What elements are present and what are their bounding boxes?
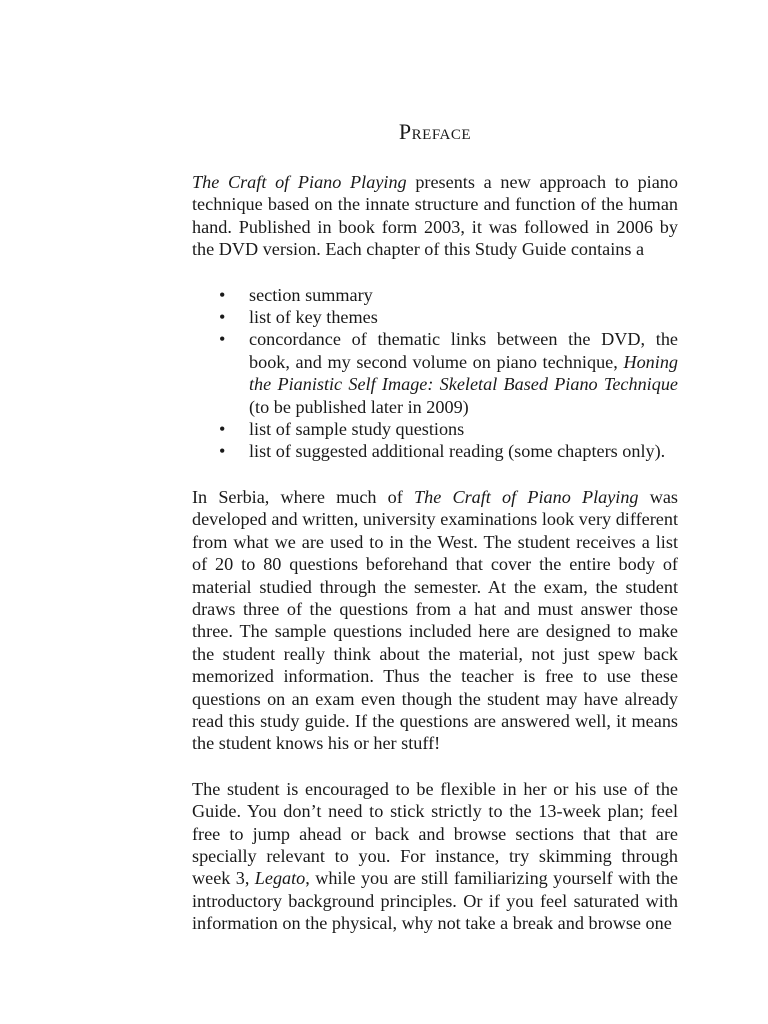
- paragraph-text: was developed and written, university examinations look very different from what we are used to in the West. The student receives a list of 20 to 80 questions beforehand that cover the entire body of material studied through the semester. At the exam, the student draws three of the questions from a hat and must answer those three. The sample questions included here are designed to make the student really think about the material, not just spew back memorized information. Thus the teacher is free to use these questions on an exam even though the student may have already read this study guide. If the questions are answered well, it means the student knows his or her stuff!: [192, 486, 678, 754]
- intro-text: presents a new approach to piano technique based on the innate structure and function of the human hand. Published in book form 2003, it was followed in 2006 by the DVD version. Each chapter of this Study Guide contains a: [192, 172, 678, 260]
- list-item-text: (to be published later in 2009): [249, 396, 469, 417]
- legato-italic: Legato: [254, 868, 306, 889]
- list-item-text: section summary: [249, 284, 373, 305]
- paragraph-text: , while you are still familiarizing yourself with the introductory background principles. Or if you feel saturated with information on the physical, why not take a break and browse one: [192, 868, 679, 934]
- serbia-paragraph: [192, 486, 678, 755]
- page-title: Preface: [398, 119, 472, 144]
- paragraph-text: In Serbia, where much of: [192, 486, 414, 507]
- intro-paragraph: [192, 171, 678, 261]
- paragraph-text: The student is encouraged to be flexible in her or his use of the Guide. You don’t need to stick strictly to the 13-week plan; feel free to jump ahead or back and browse sections that that are specially relevant to you. For instance, try skimming through week 3,: [192, 778, 678, 889]
- book-title-italic: The Craft of Piano Playing: [414, 486, 639, 507]
- bullet-icon: •: [219, 419, 226, 440]
- contents-list: [192, 284, 678, 463]
- volume-title-italic: Honing the Pianistic Self Image: Skeletal Based Piano Technique: [249, 351, 678, 395]
- list-item-text: concordance of thematic links between the DVD, the book, and my second volume on piano technique,: [249, 329, 678, 372]
- flexible-paragraph: [192, 778, 678, 935]
- list-item: [192, 306, 678, 328]
- bullet-icon: •: [219, 284, 226, 305]
- list-item: [192, 440, 678, 462]
- list-item: [192, 284, 678, 306]
- list-item: [192, 328, 678, 418]
- list-item-text: list of sample study questions: [249, 419, 465, 440]
- bullet-icon: •: [219, 307, 226, 328]
- bullet-icon: •: [219, 329, 226, 350]
- book-title-italic: The Craft of Piano Playing: [192, 172, 407, 192]
- bullet-icon: •: [219, 441, 226, 462]
- list-item: [192, 418, 678, 440]
- document-page: [192, 0, 678, 935]
- list-item-text: list of key themes: [249, 307, 378, 328]
- list-item-text: list of suggested additional reading (some chapters only).: [249, 441, 666, 462]
